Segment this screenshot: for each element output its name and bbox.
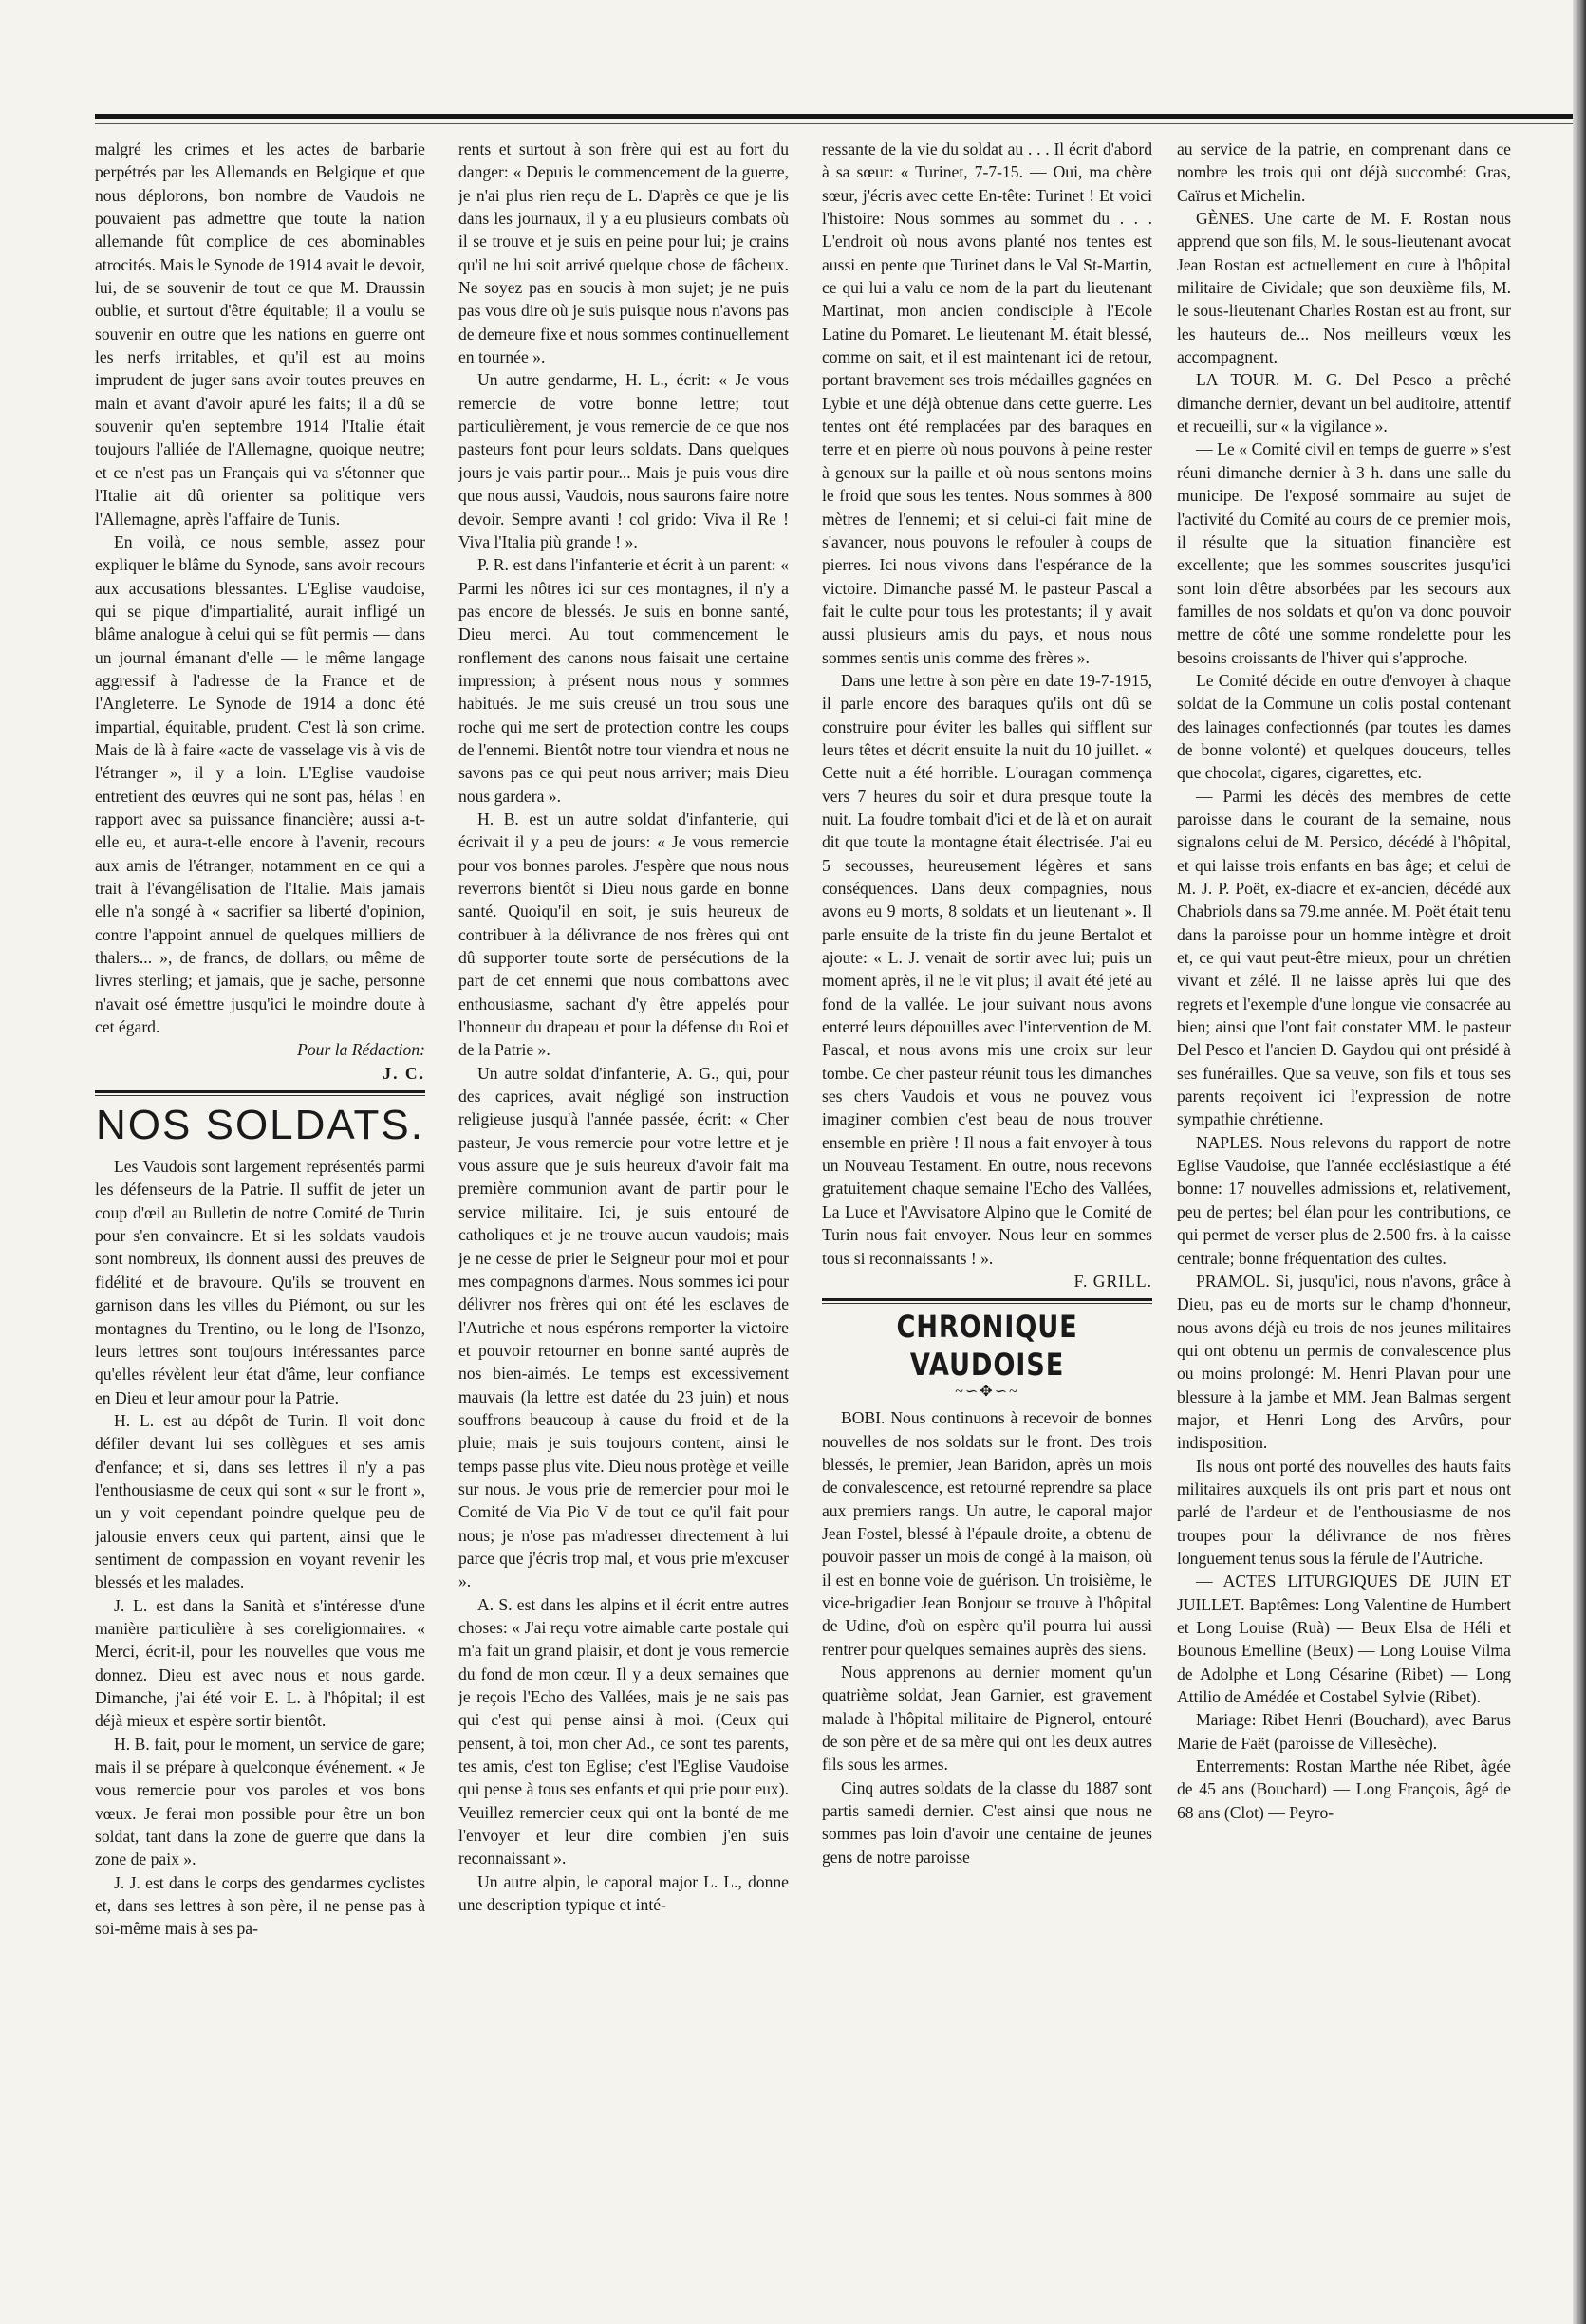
paragraph: J. J. est dans le corps des gendarmes cyclistes et, dans ses lettres à son père, il ne pense pas à soi-même mais à ses pa-: [95, 1872, 425, 1939]
flourish-ornament: ~∽✥∽~: [955, 1384, 1019, 1401]
column-1: [95, 138, 425, 1941]
paragraph: Ils nous ont porté des nouvelles des hauts faits militaires auxquels ils ont pris part et nous ont parlé de l'ardeur et de l'enthousiasme de nos troupes pour la délivrance de nos frères longuement tenus sous la férule de l'Autriche.: [1177, 1456, 1511, 1568]
paragraph: — Le « Comité civil en temps de guerre » s'est réuni dimanche dernier à 3 h. dans une salle du municipe. De l'exposé sommaire au sujet de l'activité du Comité au cours de ce premier mois, il résulte que la situation financière est excellente; que les sommes souscrites jusqu'ici sont loin d'être absorbées par les secours aux familles de nos soldats et qu'on va donc pouvoir mettre de côté une somme rondelette pour les besoins croissants de l'hiver qui s'approche.: [1177, 439, 1511, 667]
section-divider: [822, 1298, 1152, 1301]
paragraph: Le Comité décide en outre d'envoyer à chaque soldat de la Commune un colis postal contenant des lainages confectionnés (par toutes les dames de bonne volonté) et quelques douceurs, telles que chocolat, cigares, cigarettes, etc.: [1177, 670, 1511, 783]
page-edge-shadow: [1573, 0, 1586, 2324]
paragraph: LA TOUR. M. G. Del Pesco a prêché dimanche dernier, devant un bel auditoire, attentif et recueilli, sur « la vigilance ».: [1177, 370, 1511, 437]
paragraph: H. B. est un autre soldat d'infanterie, qui écrivait il y a peu de jours: « Je vous remercie pour vos bonnes paroles. J'espère que nous nous reverrons bientôt si Dieu nous garde en bonne santé. Quoiqu'il en soit, je suis heureux de contribuer à la délivrance de nos frères qui ont dû supporter toute sorte de persécutions de la part de cet ennemi que nous combattons avec enthousiasme, sachant d'y être appelés pour l'honneur du drapeau et pour la défense du Roi et de la Patrie ».: [458, 809, 789, 1060]
paragraph: BOBI. Nous continuons à recevoir de bonnes nouvelles de nos soldats sur le front. Des trois blessés, le premier, Jean Baridon, après un mois de convalescence, est retourné reprendre sa place aux premiers rangs. Un autre, le caporal major Jean Fostel, blessé à l'épaule droite, a obtenu de pouvoir passer un mois de congé à la maison, où il est en bonne voie de guérison. Un troisième, le vice-brigadier Jean Bonjour se trouve à l'hôpital de Udine, d'où on espère qu'il pourra lui aussi rentrer pour quelques semaines auprès des siens.: [822, 1408, 1152, 1659]
paragraph: J. L. est dans la Sanità et s'intéresse d'une manière particulière à ses coreligionnaires. « Merci, écrit-il, pour les nouvelles que vous me donnez. Dieu est avec nous et nous garde. Dimanche, j'ai été voir E. L. à l'hôpital; il est déjà mieux et espère sortir bientôt.: [95, 1595, 425, 1731]
column-4: [1177, 138, 1511, 1824]
section-divider-thin: [95, 1095, 425, 1096]
paragraph: Nous apprenons au dernier moment qu'un quatrième soldat, Jean Garnier, est gravement malade à l'hôpital militaire de Pignerol, entouré de son père et de sa mère qui ont les deux autres fils sous les armes.: [822, 1662, 1152, 1775]
signature-label: Pour la Rédaction:: [297, 1040, 425, 1060]
column-3: [822, 138, 1152, 1868]
paragraph: au service de la patrie, en comprenant dans ce nombre les trois qui ont déjà succombé: Gras, Caïrus et Michelin.: [1177, 139, 1511, 205]
paragraph: Les Vaudois sont largement représentés parmi les défenseurs de la Patrie. Il suffit de jeter un coup d'œil au Bulletin de notre Comité de Turin pour s'en convaincre. Et si les soldats vaudois sont nombreux, ils donnent aussi des preuves de fidélité et de bravoure. Qu'ils se trouvent en garnison dans les villes du Piémont, ou sur les montagnes du Trentino, ou le long de l'Isonzo, leurs lettres sont toujours intéressantes parce qu'elles révèlent leur état d'âme, leur confiance en Dieu et leur amour pour la Patrie.: [95, 1157, 425, 1407]
section-heading-nos-soldats: NOS SOLDATS.: [96, 1102, 424, 1149]
paragraph: — Parmi les décès des membres de cette paroisse dans le courant de la semaine, nous signalons celui de M. Persico, décédé à l'hôpital, et qui laisse trois enfants en bas âge; et celui de M. J. P. Poët, ex-diacre et ex-ancien, décédé aux Chabriols dans sa 79.me année. M. Poët était tenu dans la paroisse pour un homme intègre et droit et, ce qui vaut peut-être mieux, pour un chrétien vivant et zélé. Il ne laisse après lui que des regrets et l'exemple d'une longue vie consacrée au bien; ainsi que l'ont fait constater MM. le pasteur Del Pesco et l'ancien D. Gaydou qui ont présidé à ses funérailles. Que sa veuve, son fils et tous ses parents reçoivent ici l'expression de notre sympathie chrétienne.: [1177, 786, 1511, 1129]
paragraph: NAPLES. Nous relevons du rapport de notre Eglise Vaudoise, que l'année ecclésiastique a été bonne: 17 nouvelles admissions et, relativement, peu de pertes; bel élan pour les contributions, ce qui permet de verser plus de 2.500 frs. à la caisse centrale; bonne fréquentation des cultes.: [1177, 1132, 1511, 1268]
paragraph: PRAMOL. Si, jusqu'ici, nous n'avons, grâce à Dieu, pas eu de morts sur le champ d'honneur, nous avons déjà eu trois de nos jeunes militaires qui ont obtenu un permis de convalescence plus ou moins prolongé: M. Henri Plavan pour une blessure à la jambe et MM. Jean Balmas sergent major, et Henri Long des Arvûrs, pour indisposition.: [1177, 1271, 1511, 1453]
paragraph: En voilà, ce nous semble, assez pour expliquer le blâme du Synode, sans avoir recours aux accusations blessantes. L'Eglise vaudoise, qui se pique d'impartialité, aurait infligé un blâme analogue à celui qui se fût permis — dans un journal émanant d'elle — le même langage aggressif à l'adresse de la France et de l'Angleterre. Le Synode de 1914 a donc été impartial, équitable, prudent. C'est là son crime. Mais de là à faire «acte de vasselage vis à vis de l'étranger », il y a loin. L'Eglise vaudoise entretient des œuvres qui ne sont pas, hélas ! en rapport avec sa puissance financière; aussi a-t-elle eu, et aura-t-elle encore à l'avenir, recours aux amis de l'étranger, notamment en ce qui a trait à l'évangélisation de l'Italie. Mais jamais elle n'a songé à « sacrifier sa liberté d'opinion, contre l'appoint annuel de quelques milliers de thalers... », de francs, de dollars, ou même de livres sterling; et jamais, que je sache, personne n'avait osé émettre jusqu'ici le moindre doute à cet égard.: [95, 531, 425, 1037]
section-heading-chronique-vaudoise: CHRONIQUE VAUDOISE: [896, 1309, 1078, 1384]
paragraph: Un autre alpin, le caporal major L. L., donne une description typique et inté-: [458, 1871, 789, 1915]
masthead-rule: [95, 114, 1576, 119]
paragraph: H. L. est au dépôt de Turin. Il voit donc défiler devant lui ses collègues et ses amis d'enfance; et si, dans ses lettres il n'y a pas l'enthousiasme de ceux qui sont « sur le front », un y voit cependant poindre quelque peu de jalousie envers ceux qui partent, ainsi que le sentiment de compassion en voyant revenir les blessés et les malades.: [95, 1410, 425, 1592]
paragraph: Mariage: Ribet Henri (Bouchard), avec Barus Marie de Faët (paroisse de Villesèche).: [1177, 1710, 1511, 1753]
paragraph: — ACTES LITURGIQUES DE JUIN ET JUILLET. Baptêmes: Long Valentine de Humbert et Long Louise (Ruà) — Beux Elsa de Héli et Bounous Emelline (Beux) — Long Louise Vilma de Adolphe et Long Césarine (Ribet) — Long Attilio de Amédée et Costabel Sylvie (Ribet).: [1177, 1571, 1511, 1707]
paragraph: A. S. est dans les alpins et il écrit entre autres choses: « J'ai reçu votre aimable carte postale qui m'a fait un grand plaisir, et dont je vous remercie du fond de mon cœur. Il y a deux semaines que je reçois l'Echo des Vallées, mais je ne sais pas qui c'est qui pense ainsi à moi. (Ceux qui pensent, à toi, mon cher Ad., ce sont tes parents, tes amis, c'est ton Eglise; c'est l'Eglise Vaudoise qui pense à tous ses enfants et qui prie pour eux). Veuillez remercier ceux qui ont la bonté de me l'envoyer et leur dire combien j'en suis reconnaissant ».: [458, 1594, 789, 1868]
paragraph: Cinq autres soldats de la classe du 1887 sont partis samedi dernier. C'est ainsi que nous ne sommes pas loin d'avoir une centaine de jeunes gens de notre paroisse: [822, 1777, 1152, 1867]
signature-initials: J. C.: [383, 1063, 425, 1083]
paragraph: Un autre gendarme, H. L., écrit: « Je vous remercie de votre bonne lettre; tout particulièrement, je vous remercie de ce que nos pasteurs font pour leurs soldats. Dans quelques jours je vais partir pour... Mais je puis vous dire que nous aussi, Vaudois, nous saurons faire notre devoir. Sempre avanti ! col grido: Viva il Re ! Viva l'Italia più grande ! ».: [458, 370, 789, 551]
paragraph: ressante de la vie du soldat au . . . Il écrit d'abord à sa sœur: « Turinet, 7-7-15. — Oui, ma chère sœur, j'écris avec cette En-tête: Turinet ! Et voici l'histoire: Nous sommes au sommet du . . . L'endroit où nous avons planté nos tentes est aussi en pente que Turinet dans le Val St-Martin, ce qui lui a valu ce nom de la part du lieutenant Martinat, mon ancien condisciple à l'Ecole Latine du Pomaret. Le lieutenant M. était blessé, comme on sait, et il est maintenant ici de retour, portant bravement ses trois médailles gagnées en Lybie et une déjà obtenue dans cette guerre. Les tentes ont été remplacées par des baraques en terre et en pierre où nous pouvons à peine rester à genoux sur la paille et où nous sentons moins le froid que sous les tentes. Nous sommes à 800 mètres de l'ennemi; et si celui-ci fait mine de s'avancer, nous pouvons le refouler à coups de pierres. Ici nous vivons dans l'espérance de la victoire. Dimanche passé M. le pasteur Pascal a fait le culte pour tous les protestants; il y avait aussi plusieurs amis du pays, et nous nous sommes sentis unis comme des frères ».: [822, 139, 1152, 667]
paragraph: Dans une lettre à son père en date 19-7-1915, il parle encore des baraques qu'ils ont dû se construire pour éviter les balles qui sifflent sur leurs têtes et décrit ensuite la nuit du 10 juillet. « Cette nuit a été horrible. L'ouragan commença vers 7 heures du soir et dura presque toute la nuit. La foudre tombait d'ici et de là et on aurait dit que toute la montagne était électrisée. J'ai eu 5 secousses, heureusement légères et sans conséquences. Dans deux compagnies, nous avons eu 9 morts, 8 soldats et un lieutenant ». Il parle ensuite de la triste fin du jeune Bertalot et ajoute: « L. J. venait de sortir avec lui; puis un moment après, il ne le vit plus; il avait été jeté au fond de la vallée. Le jour suivant nous avons enterré leurs dépouilles avec l'intervention de M. Pascal, et nous avons mis une croix sur leur tombe. Ce cher pasteur réunit tous les dimanches ses chers Vaudois et vous ne pouvez vous imaginer combien c'est beau de nous trouver ensemble en prière ! Il nous a fait envoyer à tous un Nouveau Testament. En outre, nous recevons gratuitement chaque semaine l'Echo des Vallées, La Luce et l'Avvisatore Alpino que le Comité de Turin nous fait envoyer. Nous leur en sommes tous si reconnaissants ! ».: [822, 670, 1152, 1268]
paragraph: P. R. est dans l'infanterie et écrit à un parent: « Parmi les nôtres ici sur ces montagnes, il n'y a pas encore de blessés. Je suis en bonne santé, Dieu merci. Au tout commencement le ronflement des canons nous faisait une certaine impression; à présent nous nous y sommes habitués. Je me suis creusé un trou sous une roche qui me sert de protection contre les coups de l'ennemi. Bientôt notre tour viendra et nous ne savons pas ce qui peut nous arriver; mais Dieu nous gardera ».: [458, 555, 789, 806]
paragraph: Enterrements: Rostan Marthe née Ribet, âgée de 45 ans (Bouchard) — Long François, âgé de 68 ans (Clot) — Peyro-: [1177, 1757, 1511, 1822]
paragraph: Un autre soldat d'infanterie, A. G., qui, pour des caprices, avait négligé son instruction religieuse jusqu'à l'année passée, écrit: « Cher pasteur, Je vous remercie pour votre lettre et je vous assure que je suis heureux d'avoir fait ma première communion avant de partir pour le service militaire. Ici, je suis entouré de catholiques et je ne trouve aucun vaudois; mais je ne cesse de prier le Seigneur pour moi et pour mes compagnons d'armes. Nous sommes ici pour délivrer nos frères qui ont été les esclaves de l'Autriche et nous espérons remporter la victoire et pouvoir retourner en bonne santé auprès de nos bien-aimés. Le temps est excessivement mauvais (la lettre est datée du 23 juin) et nous souffrons beaucoup à cause du froid et de la pluie; mais je suis toujours content, ainsi le temps passe plus vite. Dieu nous protège et veille sur nous. Je vous prie de remercier pour moi le Comité de Via Pio V de tout ce qu'il fait pour nous; je n'ose pas m'adresser directement à lui parce que j'écris trop mal, et vous prie m'excuser ».: [458, 1063, 789, 1591]
signature-grill: F. GRILL.: [1073, 1271, 1152, 1291]
paragraph: rents et surtout à son frère qui est au fort du danger: « Depuis le commencement de la guerre, je n'ai plus rien reçu de L. D'après ce que je lis dans les journaux, il y a eu plusieurs combats où il se trouve et je suis en peine pour lui; je crains qu'il ne lui soit arrivé quelque chose de fâcheux. Ne soyez pas en soucis à mon sujet; je ne puis pas vous dire où je suis puisque nous n'avons pas de demeure fixe et nous sommes continuellement en tournée ».: [458, 139, 789, 367]
masthead-rule-thin: [95, 123, 1576, 124]
column-2: [458, 138, 789, 1916]
paragraph: H. B. fait, pour le moment, un service de gare; mais il se prépare à quelconque événement. « Je vous remercie pour vos paroles et vos bons vœux. Je ferai mon possible pour être un bon soldat, tant dans la zone de guerre que dans la zone de paix ».: [95, 1734, 425, 1869]
article-continuation: malgré les crimes et les actes de barbarie perpétrés par les Allemands en Belgique et que nous déplorons, bon nombre de Vaudois ne pouvaient pas admettre que toute la nation allemande fût complice de ces abominables atrocités. Mais le Synode de 1914 avait le devoir, lui, de se souvenir de tout ce que M. Draussin oublie, et surtout d'être équitable; il a voulu se souvenir en outre que les nations en guerre ont les nerfs irritables, et qu'il est au moins imprudent de juger sans avoir toutes preuves en main et avant d'avoir apuré les faits; il a dû se souvenir qu'en septembre 1914 l'Italie était toujours l'alliée de l'Allemagne, quoique neutre; et ce n'est pas un Français qui va s'étonner que l'Italie ait dû orienter sa politique vers l'Allemagne, après l'affaire de Tunis.: [95, 139, 425, 529]
paragraph: GÈNES. Une carte de M. F. Rostan nous apprend que son fils, M. le sous-lieutenant avocat Jean Rostan est actuellement en cure à l'hôpital militaire de Cividale; que son deuxième fils, M. le sous-lieutenant Charles Rostan est au front, sur les hauteurs de... Nos meilleurs vœux les accompagnent.: [1177, 209, 1511, 367]
section-divider: [95, 1090, 425, 1093]
section-divider-thin: [822, 1303, 1152, 1304]
